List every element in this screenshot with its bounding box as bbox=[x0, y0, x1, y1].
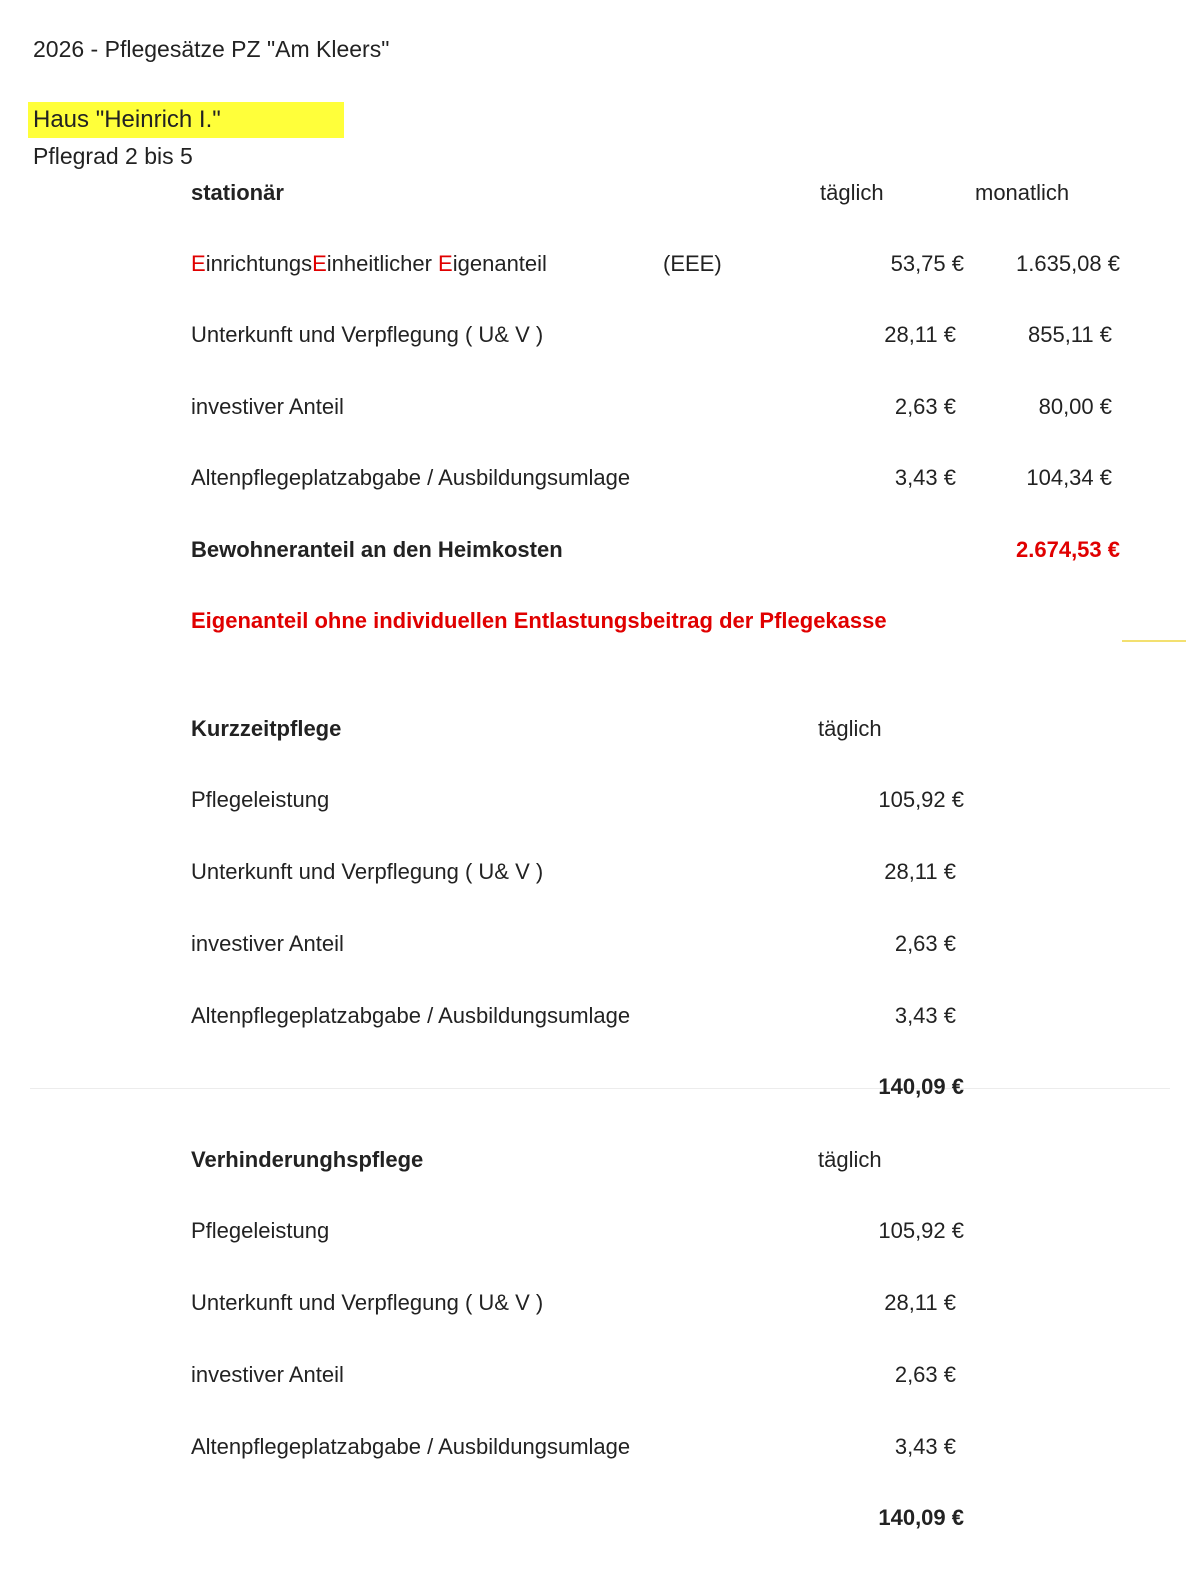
stationaer-row-daily: 28,11 € bbox=[884, 322, 956, 347]
stationaer-row-monthly: 80,00 € bbox=[1038, 394, 1112, 419]
eee-initial-1: E bbox=[191, 251, 206, 276]
stationaer-heading: stationär bbox=[191, 180, 284, 205]
eee-monthly: 1.635,08 € bbox=[1016, 251, 1120, 276]
eee-label bbox=[191, 251, 547, 277]
eee-daily: 53,75 € bbox=[890, 251, 964, 276]
highlight-mark bbox=[1122, 640, 1186, 642]
verhinderungspflege-total: 140,09 € bbox=[878, 1505, 964, 1530]
stationaer-total-monthly: 2.674,53 € bbox=[1016, 537, 1120, 562]
verhinderungspflege-row-label: Unterkunft und Verpflegung ( U& V ) bbox=[191, 1290, 544, 1315]
kurzzeitpflege-row-daily: 28,11 € bbox=[884, 859, 956, 884]
eee-part-2: inheitlicher bbox=[326, 251, 439, 276]
verhinderungspflege-row-daily: 3,43 € bbox=[894, 1434, 956, 1459]
verhinderungspflege-row-label: Altenpflegeplatzabgabe / Ausbildungsumlage bbox=[191, 1434, 631, 1459]
kurzzeitpflege-col-daily: täglich bbox=[818, 716, 882, 741]
kurzzeitpflege-row-label: investiver Anteil bbox=[191, 931, 344, 956]
verhinderungspflege-row-daily: 2,63 € bbox=[894, 1362, 956, 1387]
house-name: Haus "Heinrich I." bbox=[33, 106, 221, 133]
stationaer-note: Eigenanteil ohne individuellen Entlastungsbeitrag der Pflegekasse bbox=[191, 608, 887, 633]
stationaer-total-label: Bewohneranteil an den Heimkosten bbox=[191, 537, 563, 562]
stationaer-col-monthly: monatlich bbox=[975, 180, 1070, 205]
verhinderungspflege-row-label: investiver Anteil bbox=[191, 1362, 344, 1387]
kurzzeitpflege-row-daily: 3,43 € bbox=[894, 1003, 956, 1028]
eee-part-1: inrichtungs bbox=[205, 251, 313, 276]
eee-initial-3: E bbox=[438, 251, 453, 276]
kurzzeitpflege-row-daily: 105,92 € bbox=[878, 787, 964, 812]
stationaer-row-daily: 3,43 € bbox=[894, 465, 956, 490]
eee-abbreviation: (EEE) bbox=[663, 251, 722, 276]
scan-line bbox=[30, 1088, 1170, 1089]
verhinderungspflege-col-daily: täglich bbox=[818, 1147, 882, 1172]
kurzzeitpflege-row-label: Pflegeleistung bbox=[191, 787, 330, 812]
stationaer-row-label: Unterkunft und Verpflegung ( U& V ) bbox=[191, 322, 544, 347]
stationaer-row-monthly: 855,11 € bbox=[1027, 322, 1112, 347]
verhinderungspflege-heading: Verhinderunghspflege bbox=[191, 1147, 424, 1172]
verhinderungspflege-row-label: Pflegeleistung bbox=[191, 1218, 330, 1243]
care-grade: Pflegrad 2 bis 5 bbox=[33, 143, 193, 169]
kurzzeitpflege-total: 140,09 € bbox=[878, 1074, 964, 1099]
verhinderungspflege-row-daily: 105,92 € bbox=[878, 1218, 964, 1243]
stationaer-row-label: Altenpflegeplatzabgabe / Ausbildungsumlage bbox=[191, 465, 631, 490]
eee-part-3: igenanteil bbox=[452, 251, 547, 276]
document-title: 2026 - Pflegesätze PZ "Am Kleers" bbox=[33, 36, 390, 62]
verhinderungspflege-row-daily: 28,11 € bbox=[884, 1290, 956, 1315]
kurzzeitpflege-row-label: Altenpflegeplatzabgabe / Ausbildungsumlage bbox=[191, 1003, 631, 1028]
kurzzeitpflege-heading: Kurzzeitpflege bbox=[191, 716, 342, 741]
kurzzeitpflege-row-daily: 2,63 € bbox=[894, 931, 956, 956]
stationaer-row-label: investiver Anteil bbox=[191, 394, 344, 419]
kurzzeitpflege-row-label: Unterkunft und Verpflegung ( U& V ) bbox=[191, 859, 544, 884]
eee-initial-2: E bbox=[312, 251, 327, 276]
stationaer-row-daily: 2,63 € bbox=[894, 394, 956, 419]
stationaer-row-monthly: 104,34 € bbox=[1026, 465, 1112, 490]
stationaer-col-daily: täglich bbox=[820, 180, 884, 205]
